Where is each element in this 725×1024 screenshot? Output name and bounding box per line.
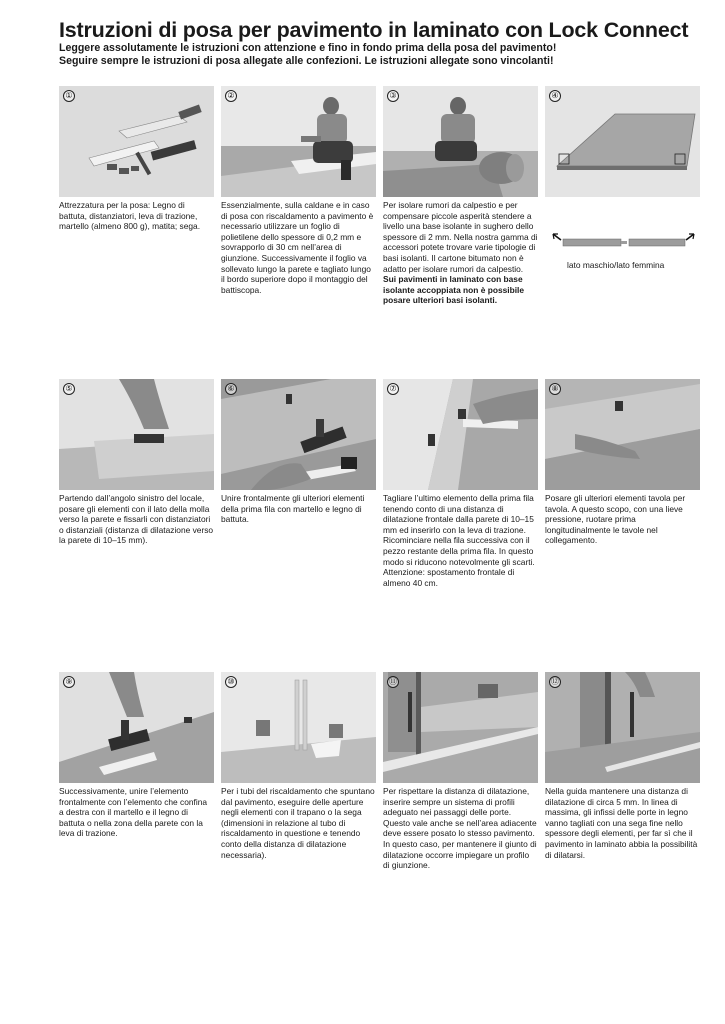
step-number: ② — [225, 90, 237, 102]
laminate-panel-illustration — [545, 86, 700, 197]
step-1-photo-tools — [59, 86, 214, 197]
step-3 — [383, 86, 538, 306]
tools-illustration — [59, 86, 214, 197]
end-joint-illustration — [59, 672, 214, 783]
step-2-photo-foil — [221, 86, 376, 197]
page-subtitle-2: Seguire sempre le istruzioni di posa allegate alle confezioni. Le istruzioni allegate sono vincolanti! — [59, 55, 554, 67]
step-8 — [545, 379, 700, 546]
step-8-photo-angle — [545, 379, 700, 490]
step-number: ⑩ — [225, 676, 237, 688]
step-3-caption — [383, 200, 538, 306]
step-4 — [545, 86, 700, 270]
step-11 — [383, 672, 538, 871]
step-3-bold-text: Sui pavimenti in laminato con base isolante accoppiata non è possibile posare ulteriori basi isolanti. — [383, 274, 525, 306]
step-number: ① — [63, 90, 75, 102]
step-12-photo-door-frame — [545, 672, 700, 783]
step-2 — [221, 86, 376, 295]
step-number: ④ — [549, 90, 561, 102]
step-7-caption: Tagliare l’ultimo elemento della prima fila tenendo conto di una distanza di dilatazione frontale dalla parete di 10–15 mm ed inserirlo con la leva di trazione. Ricominciare nella fila successiva con il pezzo restante della prima fila. In questo modo si riducono notevolmente gli scarti. Attenzione: spostamento frontale di almeno 40 cm. — [383, 493, 535, 588]
underlay-roll-illustration — [383, 86, 538, 197]
step-7-photo-pull-bar — [383, 379, 538, 490]
step-number: ⑫ — [551, 677, 559, 686]
step-10-photo-pipes — [221, 672, 376, 783]
step-5-photo-first-row — [59, 379, 214, 490]
step-3-photo-underlay — [383, 86, 538, 197]
step-number: ⑤ — [63, 383, 75, 395]
step-11-photo-doorway — [383, 672, 538, 783]
step-11-caption: Per rispettare la distanza di dilatazione, inserire sempre un sistema di profili adeguato nei passaggi delle porte. Questo vale anche se nell’area adiacente deve essere posato lo stesso pavimento. In questo caso, per mantenere il giunto di dilatazione occorre impiegare un profilo di giunzione. — [383, 786, 537, 871]
step-1 — [59, 86, 214, 232]
page-subtitle-1: Leggere assolutamente le istruzioni con attenzione e fino in fondo prima della posa del pavimento! — [59, 42, 557, 54]
page-title: Istruzioni di posa per pavimento in laminato con Lock Connect — [59, 18, 689, 42]
step-10-caption: Per i tubi del riscaldamento che spuntano dal pavimento, eseguire delle aperture negli elementi con il trapano o la sega (dimensioni in relazione al tubo di riscaldamento in questione e tenendo conto della distanza di dilatazione necessaria). — [221, 786, 375, 860]
doorway-profile-illustration — [383, 672, 538, 783]
step-3-text: Per isolare rumori da calpestio e per compensare piccole asperità stendere a livello una base isolante in sughero dello spessore di 2 mm. Nella nostra gamma di accessori potete trovare varie tipologie di basi isolanti. Il cartone bitumato non è adatto per isolare rumori da calpestio. — [383, 200, 538, 274]
first-row-illustration — [59, 379, 214, 490]
step-6-photo-hammer — [221, 379, 376, 490]
step-8-caption: Posare gli ulteriori elementi tavola per tavola. A questo scopo, con una lieve pressione, ruotare prima longitudinalmente le tavole nel collegamento. — [545, 493, 686, 546]
step-number: ③ — [387, 90, 399, 102]
step-number: ⑦ — [387, 383, 399, 395]
step-4-photo-panel — [545, 86, 700, 197]
step-number: ⑨ — [63, 676, 75, 688]
step-5-caption: Partendo dall’angolo sinistro del locale, posare gli elementi con il lato della molla verso la parete e fissarli con distanziatori o distanziali (distanza di dilatazione verso la parete di 10–15 mm). — [59, 493, 214, 546]
step-6-caption: Unire frontalmente gli ulteriori elementi della prima fila con martello e legno di battuta. — [221, 493, 365, 525]
step-9-caption: Successivamente, unire l’elemento frontalmente con l’elemento che confina a destra con il martello e il legno di battuta o nella zona della parete con la leva di trazione. — [59, 786, 208, 839]
heating-pipes-illustration — [221, 672, 376, 783]
step-10 — [221, 672, 376, 860]
tongue-groove-diagram — [551, 226, 696, 256]
step-number: ⑥ — [225, 383, 237, 395]
door-frame-cut-illustration — [545, 672, 700, 783]
step-2-caption: Essenzialmente, sulla caldane e in caso di posa con riscaldamento a pavimento è necessario utilizzare un foglio di polietilene dello spessore di 0,2 mm e sovrapporlo di 30 cm nell’area di giunzione. Successivamente il foglio va sollevato lungo la parete e tagliato lungo il bordo superiore dopo il montaggio del battiscopa. — [221, 200, 374, 295]
step-12-caption: Nella guida mantenere una distanza di dilatazione di circa 5 mm. In linea di massima, gli infissi delle porte in legno vanno tagliati con una sega fine nello spessore degli elementi, per far sì che il pavimento in laminato abbia la possibilità di dilatarsi. — [545, 786, 698, 860]
pull-bar-illustration — [383, 379, 538, 490]
tongue-groove-label: lato maschio/lato femmina — [567, 260, 665, 270]
step-6 — [221, 379, 376, 525]
step-number: ⑧ — [549, 383, 561, 395]
step-9-photo-pull-bar — [59, 672, 214, 783]
angle-drop-illustration — [545, 379, 700, 490]
step-7 — [383, 379, 538, 588]
foil-laying-illustration — [221, 86, 376, 197]
step-12 — [545, 672, 700, 860]
step-9 — [59, 672, 214, 839]
hammer-tapping-illustration — [221, 379, 376, 490]
step-1-caption: Attrezzatura per la posa: Legno di battuta, distanziatori, leva di trazione, martello (almeno 800 g), matita; sega. — [59, 200, 201, 232]
step-number: ⑪ — [389, 677, 397, 686]
step-5 — [59, 379, 214, 546]
